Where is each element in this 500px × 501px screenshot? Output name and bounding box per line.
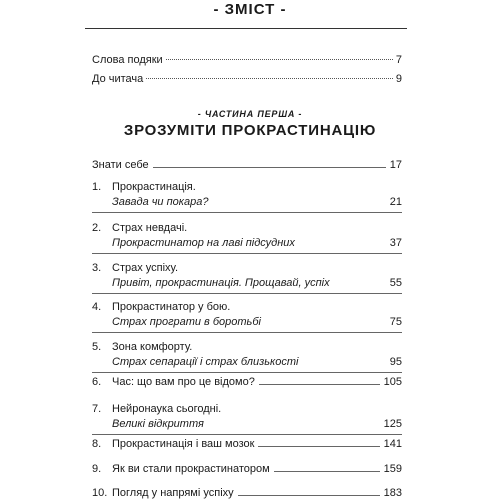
toc-entry-page: 21 <box>389 196 402 208</box>
entry-underline <box>92 434 402 435</box>
entry-underline <box>153 167 386 168</box>
toc-entry-number: 5. <box>92 341 102 353</box>
toc-front-item[interactable] <box>92 72 402 86</box>
toc-item-label: До читача <box>92 73 144 85</box>
toc-entry[interactable] <box>92 300 402 333</box>
toc-entry[interactable] <box>92 437 402 452</box>
toc-entry-subtitle: Завада чи покара? <box>112 196 209 208</box>
toc-entry-number: 8. <box>92 438 102 450</box>
toc-entry-page: 55 <box>389 277 402 289</box>
entry-underline <box>92 372 402 373</box>
toc-entry-title: Нейронаука сьогодні. <box>112 403 222 415</box>
toc-entry-title: Страх невдачі. <box>112 222 188 234</box>
page-title: - ЗМІСТ - <box>213 1 287 18</box>
toc-entry-subtitle: Прокрастинатор на лаві підсудних <box>112 237 295 249</box>
dot-leader <box>146 78 393 79</box>
toc-entry-subtitle: Привіт, прокрастинація. Прощавай, успіх <box>112 277 330 289</box>
title-divider <box>85 28 407 29</box>
toc-entry-page: 125 <box>383 418 402 430</box>
toc-entry-number: 9. <box>92 463 102 475</box>
entry-underline <box>274 471 380 472</box>
entry-underline <box>238 495 380 496</box>
toc-entry[interactable] <box>92 375 402 390</box>
entry-underline <box>92 332 402 333</box>
toc-entry-title: Погляд у напрямі успіху <box>112 487 234 499</box>
part-title: ЗРОЗУМІТИ ПРОКРАСТИНАЦІЮ <box>123 122 377 139</box>
entry-underline <box>259 384 380 385</box>
dot-leader <box>166 59 393 60</box>
toc-entry[interactable] <box>92 462 402 477</box>
part-label: - ЧАСТИНА ПЕРША - <box>197 109 303 119</box>
toc-entry-subtitle: Страх сепарації і страх близькості <box>112 356 299 368</box>
toc-entry[interactable] <box>92 180 402 213</box>
toc-entry-title: Як ви стали прокрастинатором <box>112 463 270 475</box>
toc-entry-number: 7. <box>92 403 102 415</box>
toc-entry-subtitle: Страх програти в боротьбі <box>112 316 261 328</box>
toc-entry-page: 75 <box>389 316 402 328</box>
toc-entry[interactable] <box>92 486 402 501</box>
toc-item-label: Слова подяки <box>92 54 163 66</box>
entry-underline <box>92 212 402 213</box>
toc-entry-number: 6. <box>92 376 102 388</box>
toc-entry-number: 4. <box>92 301 102 313</box>
toc-entry-page: 159 <box>383 463 402 475</box>
toc-item-page: 9 <box>395 73 402 85</box>
toc-entry-page: 141 <box>383 438 402 450</box>
toc-item-page: 7 <box>395 54 402 66</box>
toc-entry-title: Прокрастинація і ваш мозок <box>112 438 255 450</box>
toc-entry-title: Час: що вам про це відомо? <box>112 376 255 388</box>
entry-underline <box>92 293 402 294</box>
toc-entry-title: Зона комфорту. <box>112 341 193 353</box>
toc-entry-number: 2. <box>92 222 102 234</box>
toc-entry-title: Прокрастинатор у бою. <box>112 301 231 313</box>
toc-entry-page: 95 <box>389 356 402 368</box>
toc-entry-page: 105 <box>383 376 402 388</box>
toc-entry-title: Прокрастинація. <box>112 181 196 193</box>
toc-entry-page: 37 <box>389 237 402 249</box>
toc-entry-number: 3. <box>92 262 102 274</box>
toc-entry[interactable] <box>92 158 402 173</box>
toc-entry-page: 17 <box>389 159 402 171</box>
toc-entry-title: Знати себе <box>92 159 149 171</box>
toc-entry-number: 10. <box>92 487 108 499</box>
toc-entry-page: 183 <box>383 487 402 499</box>
toc-entry[interactable] <box>92 402 402 435</box>
toc-entry[interactable] <box>92 340 402 373</box>
toc-entry-title: Страх успіху. <box>112 262 179 274</box>
toc-entry-number: 1. <box>92 181 102 193</box>
entry-underline <box>258 446 379 447</box>
toc-entry-subtitle: Великі відкриття <box>112 418 204 430</box>
toc-front-item[interactable] <box>92 53 402 67</box>
toc-entry[interactable] <box>92 261 402 294</box>
entry-underline <box>92 253 402 254</box>
toc-entry[interactable] <box>92 221 402 254</box>
